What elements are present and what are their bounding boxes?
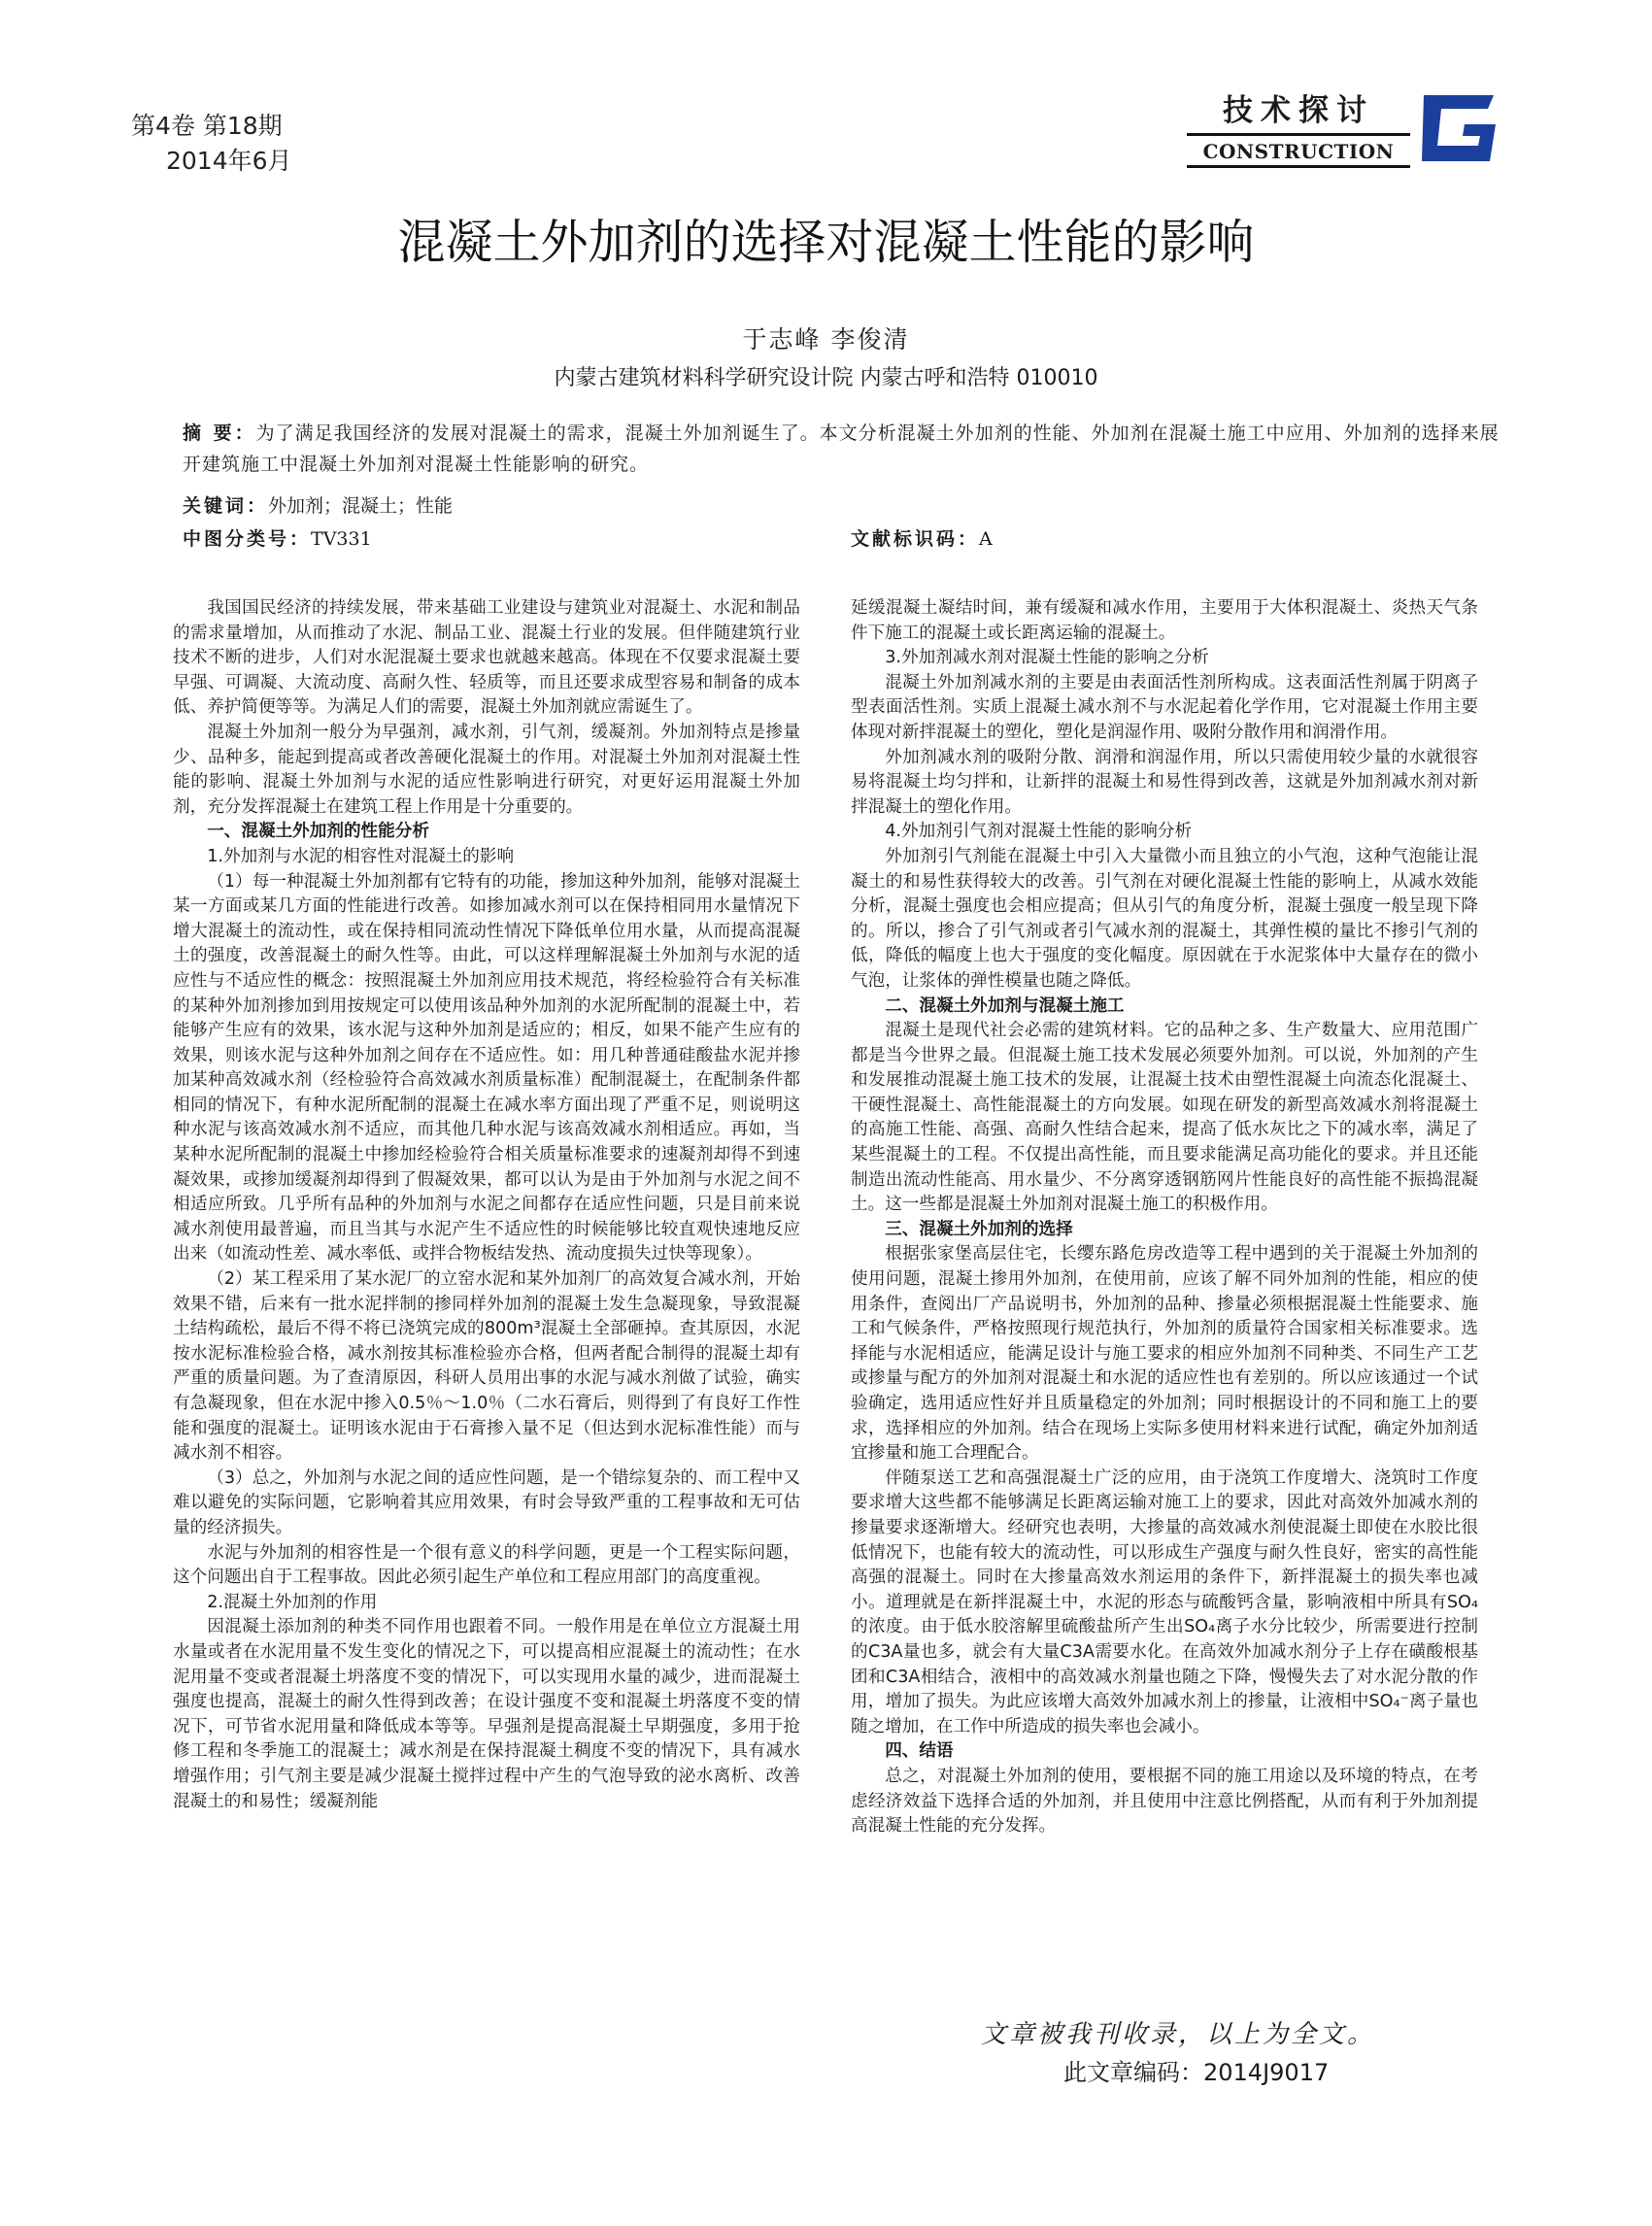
issue-date: 2014年6月 (166, 147, 292, 175)
paragraph: 混凝土外加剂减水剂的主要是由表面活性剂所构成。这表面活性剂属于阴离子型表面活性剂。实质上混凝土减水剂不与水泥起着化学作用，它对混凝土作用主要体现对新拌混凝土的塑化，塑化是润湿作用、吸附分散作用和润滑作用。 (851, 672, 1478, 742)
paragraph: （3）总之，外加剂与水泥之间的适应性问题，是一个错综复杂的、而工程中又难以避免的实际问题，它影响着其应用效果，有时会导致严重的工程事故和无可估量的经济损失。 (173, 1467, 800, 1537)
classification-number (183, 524, 372, 554)
paper-title: 混凝土外加剂的选择对混凝土性能的影响 (397, 215, 1255, 270)
section-heading: 三、混凝土外加剂的选择 (885, 1219, 1073, 1239)
paragraph: 因混凝土添加剂的种类不同作用也跟着不同。一般作用是在单位立方混凝土用水量或者在水泥用量不发生变化的情况之下，可以提高相应混凝土的流动性；在水泥用量不变或者混凝土坍落度不变的情况下，可以实现用水量的减少，进而混凝土强度也提高，混凝土的耐久性得到改善；在设计强度不变和混凝土坍落度不变的情况下，可节省水泥用量和降低成本等等。早强剂是提高混凝土早期强度，多用于抢修工程和冬季施工的混凝土；减水剂是在保持混凝土稠度不变的情况下，具有减水增强作用；引气剂主要是减少混凝土搅拌过程中产生的气泡导致的泌水离析、改善混凝土的和易性；缓凝剂能 (173, 1617, 800, 1811)
subsection-heading: 4.外加剂引气剂对混凝土性能的影响分析 (885, 822, 1193, 842)
section-heading: 二、混凝土外加剂与混凝土施工 (885, 995, 1125, 1016)
keywords (183, 491, 453, 521)
subsection-heading: 1.外加剂与水泥的相容性对混凝土的影响 (207, 846, 515, 866)
section-heading: 四、结语 (885, 1741, 954, 1762)
journal-logo (1187, 89, 1517, 186)
keywords-text: 外加剂；混凝土；性能 (268, 495, 454, 517)
abstract-text: 为了满足我国经济的发展对混凝土的需求，混凝土外加剂诞生了。本文分析混凝土外加剂的性能、外加剂在混凝土施工中应用、外加剂的选择来展开建筑施工中混凝土外加剂对混凝土性能影响的研究。 (183, 422, 1500, 475)
keywords-label: 关键词： (183, 495, 269, 517)
body-column-right (851, 596, 1478, 1839)
logo-emblem-icon (1420, 89, 1498, 165)
logo-chinese-text: 技术探讨 (1223, 93, 1374, 128)
logo-divider-bottom (1187, 165, 1410, 168)
paragraph: 我国国民经济的持续发展，带来基础工业建设与建筑业对混凝土、水泥和制品的需求量增加，从而推动了水泥、制品工业、混凝土行业的发展。但伴随建筑行业技术不断的进步，人们对水泥混凝土要求也就越来越高。体现在不仅要求混凝土要早强、可调凝、大流动度、高耐久性、轻质等，而且还要求成型容易和制备的成本低、养护简便等等。为满足人们的需要，混凝土外加剂就应需诞生了。 (173, 598, 800, 718)
volume-issue: 第4卷 第18期 (131, 112, 283, 140)
clc-value: TV331 (311, 528, 372, 550)
paragraph: 根据张家堡高层住宅，长缨东路危房改造等工程中遇到的关于混凝土外加剂的使用问题，混凝土掺用外加剂，在使用前，应该了解不同外加剂的性能，相应的使用条件，查阅出厂产品说明书，外加剂的品种、掺量必须根据混凝土性能要求、施工和气候条件，严格按照现行规范执行，外加剂的质量符合国家相关标准要求。选择能与水泥相适应，能满足设计与施工要求的相应外加剂不同种类、不同生产工艺或掺量与配方的外加剂对混凝土和水泥的适应性也有差别的。所以应该通过一个试验确定，选用适应性好并且质量稳定的外加剂；同时根据设计的不同和施工上的要求，选择相应的外加剂。结合在现场上实际多使用材料来进行试配，确定外加剂适宜掺量和施工合理配合。 (851, 1244, 1478, 1464)
issue-info (131, 109, 292, 179)
paragraph: 伴随泵送工艺和高强混凝土广泛的应用，由于浇筑工作度增大、浇筑时工作度要求增大这些都不能够满足长距离运输对施工上的要求，因此对高效外加减水剂的掺量要求逐渐增大。经研究也表明，大掺量的高效减水剂使混凝土即使在水胶比很低情况下，也能有较大的流动性，可以形成生产强度与耐久性良好，密实的高性能高强的混凝土。同时在大掺量高效水剂运用的条件下，新拌混凝土的损失率也减小。道理就是在新拌混凝土中，水泥的形态与硫酸钙含量，影响液相中所具有SO₄的浓度。由于低水胶溶解里硫酸盐所产生出SO₄离子水分比较少，所需要进行控制的C3A量也多，就会有大量C3A需要水化。在高效外加减水剂分子上存在磺酸根基团和C3A相结合，液相中的高效减水剂量也随之下降，慢慢失去了对水泥分散的作用，增加了损失。为此应该增大高效外加减水剂上的掺量，让液相中SO₄⁻离子量也随之增加，在工作中所造成的损失率也会减小。 (851, 1467, 1478, 1737)
paper-authors: 于志峰 李俊清 (742, 325, 910, 354)
paragraph: 混凝土外加剂一般分为早强剂，减水剂，引气剂，缓凝剂。外加剂特点是掺量少、品种多，能起到提高或者改善硬化混凝土的作用。对混凝土外加剂对混凝土性能的影响、混凝土外加剂与水泥的适应性影响进行研究，对更好运用混凝土外加剂，充分发挥混凝土在建筑工程上作用是十分重要的。 (173, 722, 800, 817)
subsection-heading: 3.外加剂减水剂对混凝土性能的影响之分析 (885, 648, 1209, 668)
paragraph: （2）某工程采用了某水泥厂的立窑水泥和某外加剂厂的高效复合减水剂，开始效果不错，后来有一批水泥拌制的掺同样外加剂的混凝土发生急凝现象，导致混凝土结构疏松，最后不得不将已浇筑完成的800m³混凝土全部砸掉。查其原因，水泥按水泥标准检验合格，减水剂按其标准检验亦合格，但两者配合制得的混凝土却有严重的质量问题。为了查清原因，科研人员用出事的水泥与减水剂做了试验，确实有急凝现象，但在水泥中掺入0.5％～1.0％（二水石膏后，则得到了有良好工作性能和强度的混凝土。证明该水泥由于石膏掺入量不足（但达到水泥标准性能）而与减水剂不相容。 (173, 1269, 800, 1464)
paragraph: 外加剂减水剂的吸附分散、润滑和润湿作用，所以只需使用较少量的水就很容易将混凝土均匀拌和，让新拌的混凝土和易性得到改善，这就是外加剂减水剂对新拌混凝土的塑化作用。 (851, 747, 1478, 817)
paragraph: （1）每一种混凝土外加剂都有它特有的功能，掺加这种外加剂，能够对混凝土某一方面或某几方面的性能进行改善。如掺加减水剂可以在保持相同用水量情况下增大混凝土的流动性，或在保持相同流动性情况下降低单位用水量，从而提高混凝土的强度，改善混凝土的耐久性等。由此，可以这样理解混凝土外加剂与水泥的适应性与不适应性的概念：按照混凝土外加剂应用技术规范，将经检验符合有关标准的某种外加剂掺加到用按规定可以使用该品种外加剂的水泥所配制的混凝土中，若能够产生应有的效果，该水泥与这种外加剂是适应的；相反，如果不能产生应有的效果，则该水泥与这种外加剂之间存在不适应性。如：用几种普通硅酸盐水泥并掺加某种高效减水剂（经检验符合高效减水剂质量标准）配制混凝土，在配制条件都相同的情况下，有种水泥所配制的混凝土在减水率方面出现了严重不足，则说明这种水泥与该高效减水剂不适应，而其他几种水泥与该高效减水剂相适应。再如，当某种水泥所配制的混凝土中掺加经检验符合相关质量标准要求的速凝剂却得不到速凝效果，或掺加缓凝剂却得到了假凝效果，都可以认为是由于外加剂与水泥之间不相适应所致。几乎所有品种的外加剂与水泥之间都存在适应性问题，只是目前来说减水剂使用最普遍，而且当其与水泥产生不适应性的时候能够比较直观快速地反应出来（如流动性差、减水率低、或拌合物板结发热、流动度损失过快等现象）。 (173, 871, 800, 1265)
clc-label: 中图分类号： (183, 528, 312, 550)
document-code (851, 524, 993, 554)
paragraph: 延缓混凝土凝结时间，兼有缓凝和减水作用，主要用于大体积混凝土、炎热天气条件下施工的混凝土或长距离运输的混凝土。 (851, 598, 1478, 643)
author-affiliation: 内蒙古建筑材料科学研究设计院 内蒙古呼和浩特 010010 (554, 366, 1098, 390)
abstract (183, 418, 1506, 480)
doc-code-label: 文献标识码： (851, 528, 980, 550)
closing-note: 文章被我刊收录，以上为全文。 (981, 2020, 1376, 2049)
abstract-label: 摘 要： (183, 422, 256, 444)
doc-code-value: A (979, 528, 993, 550)
paragraph: 外加剂引气剂能在混凝土中引入大量微小而且独立的小气泡，这种气泡能让混凝土的和易性获得较大的改善。引气剂在对硬化混凝土性能的影响上，从减水效能分析，混凝土强度也会相应提高；但从引气的角度分析，混凝土强度一般呈现下降的。所以，掺合了引气剂或者引气减水剂的混凝土，其弹性模的量比不掺引气剂的低，降低的幅度上也大于强度的变化幅度。原因就在于水泥浆体中大量存在的微小气泡，让浆体的弹性模量也随之降低。 (851, 846, 1478, 991)
logo-english-text: CONSTRUCTION (1202, 140, 1395, 163)
paragraph: 总之，对混凝土外加剂的使用，要根据不同的施工用途以及环境的特点，在考虑经济效益下选择合适的外加剂，并且使用中注意比例搭配，从而有利于外加剂提高混凝土性能的充分发挥。 (851, 1766, 1478, 1837)
article-code: 此文章编码：2014J9017 (1063, 2059, 1330, 2086)
logo-divider (1187, 133, 1410, 136)
paragraph: 水泥与外加剂的相容性是一个很有意义的科学问题，更是一个工程实际问题，这个问题出自于工程事故。因此必须引起生产单位和工程应用部门的高度重视。 (173, 1542, 800, 1588)
body-column-left (173, 596, 800, 1814)
section-heading: 一、混凝土外加剂的性能分析 (207, 822, 429, 842)
subsection-heading: 2.混凝土外加剂的作用 (207, 1592, 378, 1612)
paragraph: 混凝土是现代社会必需的建筑材料。它的品种之多、生产数量大、应用范围广都是当今世界之最。但混凝土施工技术发展必须要外加剂。可以说，外加剂的产生和发展推动混凝土施工技术的发展，让混凝土技术由塑性混凝土向流态化混凝土、干硬性混凝土、高性能混凝土的方向发展。如现在研发的新型高效减水剂将混凝土的高施工性能、高强、高耐久性结合起来，提高了低水灰比之下的减水率，满足了某些混凝土的工程。不仅提出高性能，而且要求能满足高功能化的要求。并且还能制造出流动性能高、用水量少、不分离穿透钢筋网片性能良好的高性能不振捣混凝土。这一些都是混凝土外加剂对混凝土施工的积极作用。 (851, 1021, 1478, 1215)
